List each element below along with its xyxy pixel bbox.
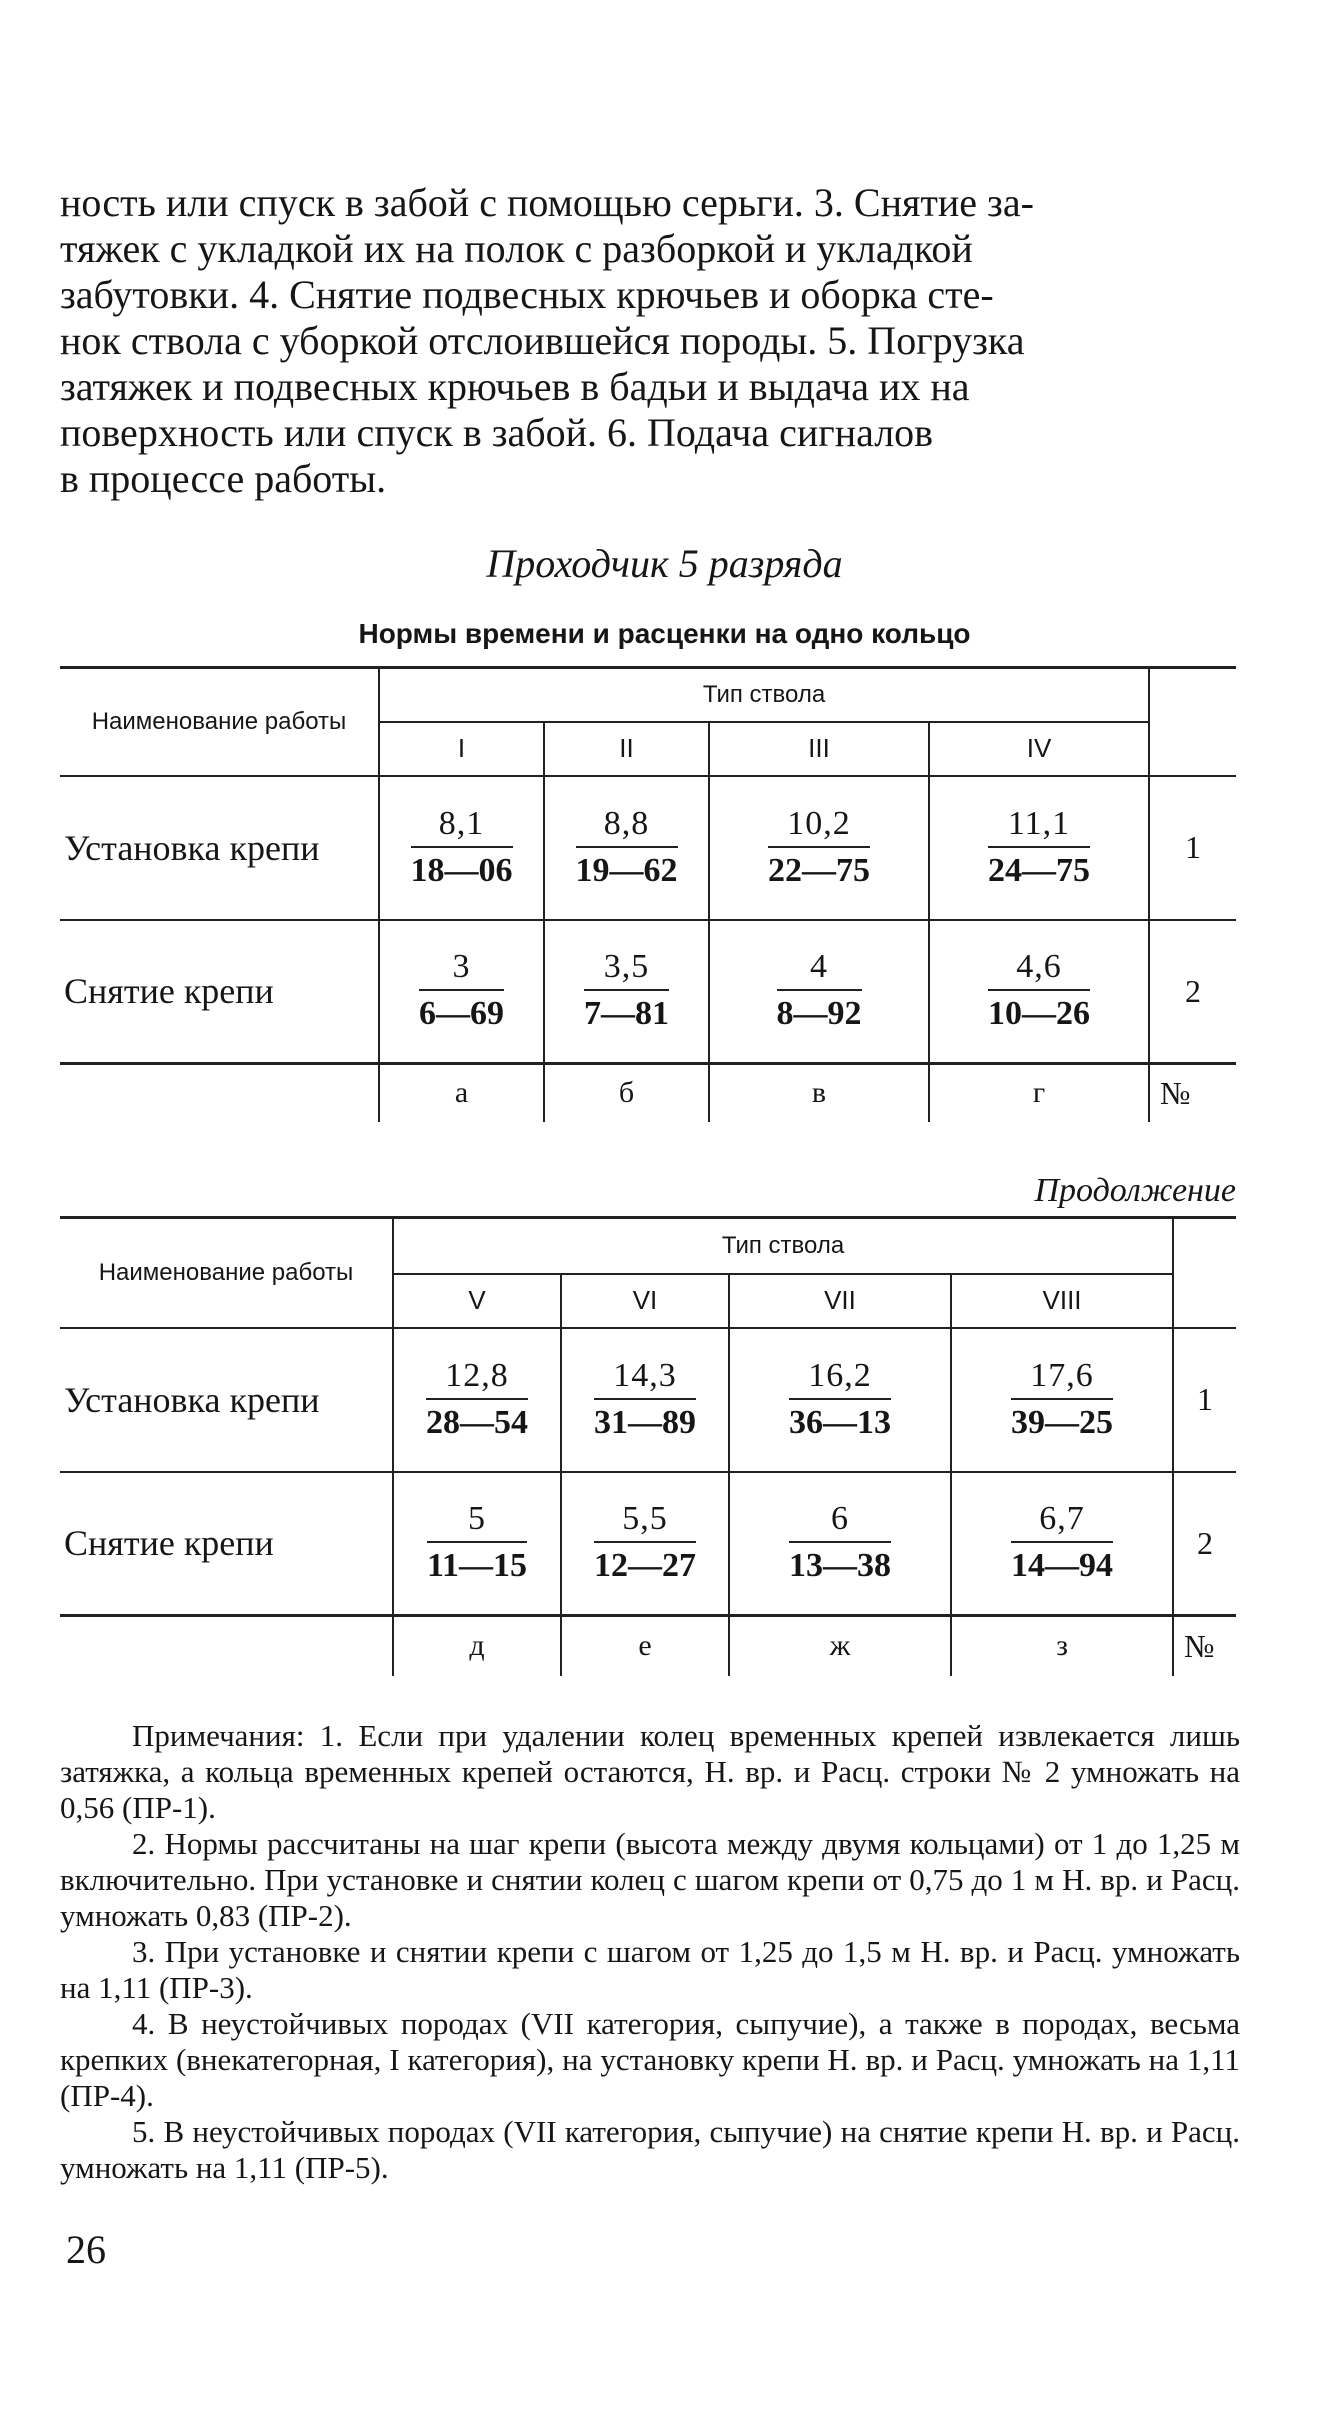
norm-cell	[544, 776, 709, 920]
row-number-header	[1173, 1218, 1236, 1328]
row-number: 2	[1173, 1472, 1236, 1616]
intro-line: забутовки. 4. Снятие подвесных крючьев и оборка сте-	[60, 272, 994, 317]
column-letter: а	[379, 1064, 544, 1122]
time-norm: 12,8	[426, 1354, 528, 1400]
rate-price: 31—89	[594, 1403, 696, 1441]
column-letter: ж	[729, 1616, 951, 1676]
norm-cell	[929, 776, 1149, 920]
rate-price: 19—62	[575, 851, 678, 889]
time-norm: 5	[427, 1497, 527, 1543]
column-letter-row	[60, 1616, 1236, 1676]
intro-line: затяжек и подвесных крючьев в бадьи и выдача их на	[60, 364, 970, 409]
column-group-header: Тип ствола	[379, 668, 1149, 722]
time-norm: 16,2	[789, 1354, 891, 1400]
row-number: 2	[1149, 920, 1236, 1064]
time-norm: 3	[419, 945, 504, 991]
norm-cell	[544, 920, 709, 1064]
type-header: VI	[561, 1274, 729, 1328]
rate-price: 39—25	[1011, 1403, 1113, 1441]
time-norm: 17,6	[1011, 1354, 1113, 1400]
rate-price: 24—75	[988, 851, 1090, 889]
time-norm: 4	[777, 945, 862, 991]
time-norm: 6,7	[1011, 1497, 1113, 1543]
blank-cell	[60, 1616, 393, 1676]
rate-price: 36—13	[789, 1403, 891, 1441]
number-sign: №	[1173, 1616, 1236, 1676]
intro-line: поверхность или спуск в забой. 6. Подача сигналов	[60, 410, 934, 455]
rate-price: 7—81	[584, 995, 669, 1033]
time-norm: 8,1	[411, 802, 513, 848]
norm-cell	[729, 1472, 951, 1616]
column-letter: е	[561, 1616, 729, 1676]
column-group-header: Тип ствола	[393, 1218, 1173, 1274]
note-paragraph: 3. При установке и снятии крепи с шагом от 1,25 до 1,5 м Н. вр. и Расц. умножать на 1,11 (ПР-3).	[60, 1934, 1240, 2005]
norms-table-2	[60, 1216, 1236, 1676]
time-norm: 4,6	[988, 945, 1090, 991]
rate-price: 13—38	[789, 1547, 891, 1585]
table-row	[60, 920, 1236, 1064]
norm-cell	[393, 1328, 561, 1472]
rate-price: 22—75	[768, 851, 870, 889]
time-norm: 6	[789, 1497, 891, 1543]
rate-price: 18—06	[410, 851, 513, 889]
norm-cell	[951, 1472, 1173, 1616]
column-letter: г	[929, 1064, 1149, 1122]
intro-paragraph	[60, 180, 1240, 502]
work-name: Снятие крепи	[60, 920, 379, 1064]
time-norm: 3,5	[584, 945, 669, 991]
work-name: Снятие крепи	[60, 1472, 393, 1616]
row-number-header	[1149, 668, 1236, 776]
column-letter: д	[393, 1616, 561, 1676]
notes-section	[60, 1718, 1240, 2186]
rate-price: 14—94	[1011, 1547, 1113, 1585]
norm-cell	[561, 1328, 729, 1472]
intro-line: нок ствола с уборкой отслоившейся породы. 5. Погрузка	[60, 318, 1025, 363]
rate-price: 28—54	[426, 1403, 528, 1441]
work-name: Установка крепи	[60, 776, 379, 920]
intro-line: ность или спуск в забой с помощью серьги. 3. Снятие за-	[60, 180, 1034, 225]
row-number: 1	[1149, 776, 1236, 920]
norm-cell	[929, 920, 1149, 1064]
norm-cell	[393, 1472, 561, 1616]
rate-price: 10—26	[988, 995, 1090, 1033]
time-norm: 11,1	[988, 802, 1090, 848]
rate-price: 8—92	[776, 995, 862, 1033]
type-header: IV	[929, 722, 1149, 776]
norm-cell	[709, 920, 929, 1064]
blank-cell	[60, 1064, 379, 1122]
time-norm: 8,8	[576, 802, 678, 848]
intro-line: тяжек с укладкой их на полок с разборкой и укладкой	[60, 226, 973, 271]
note-paragraph: 5. В неустойчивых породах (VII категория, сыпучие) на снятие крепи Н. вр. и Расц. умножать на 1,11 (ПР-5).	[60, 2114, 1240, 2185]
column-letter: б	[544, 1064, 709, 1122]
work-name: Установка крепи	[60, 1328, 393, 1472]
page-number: 26	[66, 2227, 106, 2272]
table-caption: Нормы времени и расценки на одно кольцо	[358, 618, 971, 649]
column-letter-row	[60, 1064, 1236, 1122]
column-letter: в	[709, 1064, 929, 1122]
norm-cell	[561, 1472, 729, 1616]
table-row	[60, 1328, 1236, 1472]
table-row	[60, 1472, 1236, 1616]
number-sign: №	[1149, 1064, 1236, 1122]
type-header: V	[393, 1274, 561, 1328]
rate-price: 12—27	[594, 1547, 696, 1585]
note-paragraph: 2. Нормы рассчитаны на шаг крепи (высота между двумя кольцами) от 1 до 1,25 м включительно. При установке и снятии колец с шагом крепи от 0,75 до 1 м Н. вр. и Расц. умножать 0,83 (ПР-2).	[60, 1826, 1240, 1933]
norm-cell	[709, 776, 929, 920]
note-paragraph: 4. В неустойчивых породах (VII категория, сыпучие), а также в породах, весьма крепких (внекатегорная, I категория), на установку крепи Н. вр. и Расц. умножать на 1,11 (ПР-4).	[60, 2006, 1240, 2113]
norms-table-1	[60, 666, 1236, 1122]
column-header-name: Наименование работы	[60, 1218, 393, 1328]
note-paragraph: Примечания: 1. Если при удалении колец временных крепей извлекается лишь затяжка, а кольца временных крепей остаются, Н. вр. и Расц. строки № 2 умножать на 0,56 (ПР-1).	[60, 1718, 1240, 1825]
time-norm: 14,3	[594, 1354, 696, 1400]
type-header: II	[544, 722, 709, 776]
norm-cell	[379, 920, 544, 1064]
section-title: Проходчик 5 разряда	[486, 541, 843, 586]
type-header: VII	[729, 1274, 951, 1328]
continuation-label: Продолжение	[1034, 1172, 1236, 1209]
time-norm: 5,5	[594, 1497, 696, 1543]
column-header-name: Наименование работы	[60, 668, 379, 776]
type-header: I	[379, 722, 544, 776]
norm-cell	[729, 1328, 951, 1472]
intro-line: в процессе работы.	[60, 456, 387, 501]
type-header: VIII	[951, 1274, 1173, 1328]
column-letter: з	[951, 1616, 1173, 1676]
time-norm: 10,2	[768, 802, 870, 848]
rate-price: 6—69	[419, 995, 504, 1033]
rate-price: 11—15	[426, 1547, 528, 1585]
type-header: III	[709, 722, 929, 776]
norm-cell	[379, 776, 544, 920]
row-number: 1	[1173, 1328, 1236, 1472]
norm-cell	[951, 1328, 1173, 1472]
table-row	[60, 776, 1236, 920]
